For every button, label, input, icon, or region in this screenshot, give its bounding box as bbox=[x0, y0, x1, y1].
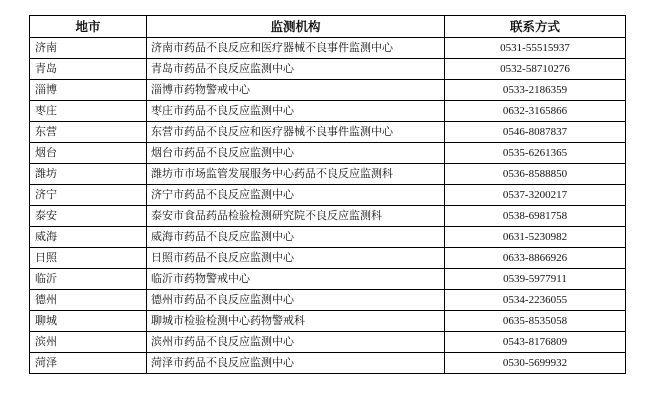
city-cell: 东营 bbox=[30, 122, 147, 143]
table-row bbox=[30, 143, 626, 164]
agency-cell: 济宁市药品不良反应监测中心 bbox=[147, 185, 445, 206]
table-row bbox=[30, 353, 626, 374]
agency-cell: 菏泽市药品不良反应监测中心 bbox=[147, 353, 445, 374]
agency-cell: 日照市药品不良反应监测中心 bbox=[147, 248, 445, 269]
table-row bbox=[30, 332, 626, 353]
city-cell: 济南 bbox=[30, 38, 147, 59]
phone-cell: 0633-8866926 bbox=[445, 248, 626, 269]
table-row bbox=[30, 290, 626, 311]
phone-cell: 0537-3200217 bbox=[445, 185, 626, 206]
header-agency: 监测机构 bbox=[147, 16, 445, 38]
phone-cell: 0533-2186359 bbox=[445, 80, 626, 101]
agency-cell: 青岛市药品不良反应监测中心 bbox=[147, 59, 445, 80]
city-cell: 泰安 bbox=[30, 206, 147, 227]
agency-cell: 聊城市检验检测中心药物警戒科 bbox=[147, 311, 445, 332]
city-cell: 滨州 bbox=[30, 332, 147, 353]
agency-cell: 德州市药品不良反应监测中心 bbox=[147, 290, 445, 311]
phone-cell: 0539-5977911 bbox=[445, 269, 626, 290]
document-page bbox=[29, 15, 625, 374]
agency-cell: 临沂市药物警戒中心 bbox=[147, 269, 445, 290]
phone-cell: 0632-3165866 bbox=[445, 101, 626, 122]
phone-cell: 0631-5230982 bbox=[445, 227, 626, 248]
phone-cell: 0530-5699932 bbox=[445, 353, 626, 374]
phone-cell: 0635-8535058 bbox=[445, 311, 626, 332]
agency-cell: 滨州市药品不良反应监测中心 bbox=[147, 332, 445, 353]
table-row bbox=[30, 206, 626, 227]
phone-cell: 0531-55515937 bbox=[445, 38, 626, 59]
phone-cell: 0536-8588850 bbox=[445, 164, 626, 185]
header-city: 地市 bbox=[30, 16, 147, 38]
table-row bbox=[30, 248, 626, 269]
phone-cell: 0535-6261365 bbox=[445, 143, 626, 164]
city-cell: 聊城 bbox=[30, 311, 147, 332]
city-cell: 烟台 bbox=[30, 143, 147, 164]
city-cell: 枣庄 bbox=[30, 101, 147, 122]
phone-cell: 0534-2236055 bbox=[445, 290, 626, 311]
phone-cell: 0543-8176809 bbox=[445, 332, 626, 353]
agency-cell: 东营市药品不良反应和医疗器械不良事件监测中心 bbox=[147, 122, 445, 143]
phone-cell: 0538-6981758 bbox=[445, 206, 626, 227]
table-row bbox=[30, 80, 626, 101]
city-cell: 淄博 bbox=[30, 80, 147, 101]
table-row bbox=[30, 38, 626, 59]
table-row bbox=[30, 122, 626, 143]
phone-cell: 0546-8087837 bbox=[445, 122, 626, 143]
table-row bbox=[30, 59, 626, 80]
phone-cell: 0532-58710276 bbox=[445, 59, 626, 80]
city-cell: 临沂 bbox=[30, 269, 147, 290]
header-contact: 联系方式 bbox=[445, 16, 626, 38]
city-cell: 潍坊 bbox=[30, 164, 147, 185]
table-row bbox=[30, 227, 626, 248]
city-cell: 菏泽 bbox=[30, 353, 147, 374]
agency-cell: 潍坊市市场监管发展服务中心药品不良反应监测科 bbox=[147, 164, 445, 185]
city-cell: 济宁 bbox=[30, 185, 147, 206]
agency-cell: 威海市药品不良反应监测中心 bbox=[147, 227, 445, 248]
table-body bbox=[30, 38, 626, 374]
city-cell: 日照 bbox=[30, 248, 147, 269]
agency-cell: 枣庄市药品不良反应监测中心 bbox=[147, 101, 445, 122]
table-row bbox=[30, 164, 626, 185]
agency-cell: 济南市药品不良反应和医疗器械不良事件监测中心 bbox=[147, 38, 445, 59]
table-header-row bbox=[30, 16, 626, 38]
city-cell: 德州 bbox=[30, 290, 147, 311]
city-cell: 青岛 bbox=[30, 59, 147, 80]
table-row bbox=[30, 185, 626, 206]
table-row bbox=[30, 101, 626, 122]
table-row bbox=[30, 269, 626, 290]
agency-cell: 淄博市药物警戒中心 bbox=[147, 80, 445, 101]
monitoring-agency-table bbox=[29, 15, 626, 374]
agency-cell: 泰安市食品药品检验检测研究院不良反应监测科 bbox=[147, 206, 445, 227]
city-cell: 威海 bbox=[30, 227, 147, 248]
agency-cell: 烟台市药品不良反应监测中心 bbox=[147, 143, 445, 164]
table-row bbox=[30, 311, 626, 332]
